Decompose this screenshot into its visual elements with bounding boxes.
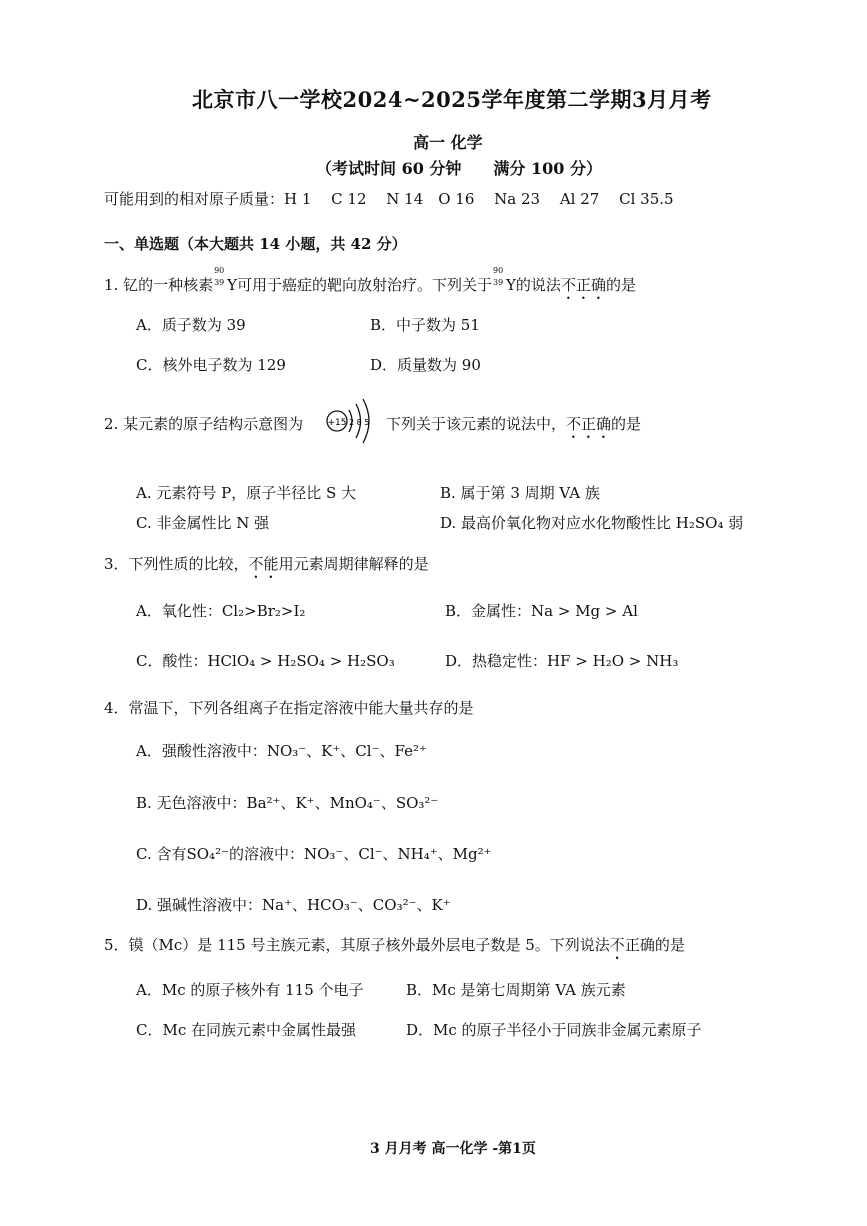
q4-option-d: D. 强碱性溶液中：Na⁺、HCO₃⁻、CO₃²⁻、K⁺	[136, 896, 451, 914]
page-footer: 3 月月考 高一化学 -第1页	[370, 1141, 536, 1157]
q5-option-b: B．Mc 是第七周期第 VA 族元素	[406, 981, 626, 999]
q3-option-a: A．氧化性：Cl₂>Br₂>I₂	[136, 602, 306, 620]
exam-title: 北京市八一学校2024~2025学年度第二学期3月月考	[192, 87, 712, 112]
question-4-stem: 4．常温下，下列各组离子在指定溶液中能大量共存的是	[104, 699, 474, 717]
q2-option-b: B. 属于第 3 周期 VA 族	[440, 484, 600, 502]
q4-option-c: C. 含有SO₄²⁻的溶液中：NO₃⁻、Cl⁻、NH₄⁺、Mg²⁺	[136, 845, 492, 863]
emphasis-text: 不正确	[560, 276, 606, 294]
nucleus-label: +15	[327, 418, 347, 428]
isotope-notation: 90 39	[493, 266, 504, 287]
q1-option-a: A．质子数为 39	[136, 316, 246, 334]
q2-option-d: D. 最高价氧化物对应水化物酸性比 H₂SO₄ 弱	[440, 514, 744, 532]
question-2-stem-pre: 2. 某元素的原子结构示意图为	[104, 415, 304, 433]
section-heading: 一、单选题（本大题共 14 小题，共 42 分）	[104, 235, 407, 253]
q3-option-d: D．热稳定性：HF > H₂O > NH₃	[445, 652, 679, 670]
q5-option-c: C．Mc 在同族元素中金属性最强	[136, 1021, 357, 1039]
atomic-masses: 可能用到的相对原子质量：H 1 C 12 N 14 O 16 Na 23 Al 27 Cl 35.5	[104, 190, 674, 208]
question-2-stem-post: 下列关于该元素的说法中， 不正确 的是	[386, 413, 641, 442]
question-3-stem: 3．下列性质的比较， 不能 用元素周期律解释的是	[104, 553, 429, 582]
q1-option-b: B．中子数为 51	[370, 316, 480, 334]
question-5-stem: 5．镆（Mc）是 115 号主族元素，其原子核外最外层电子数是 5。下列说法 不 正确的是	[104, 934, 685, 963]
q4-option-a: A．强酸性溶液中：NO₃⁻、K⁺、Cl⁻、Fe²⁺	[136, 742, 427, 760]
subject-title: 高一 化学	[413, 133, 483, 152]
shell-electrons: 2 8 5	[349, 418, 370, 427]
emphasis-text: 不	[609, 936, 625, 954]
emphasis-text: 不能	[248, 555, 279, 573]
q3-option-c: C．酸性：HClO₄ > H₂SO₄ > H₂SO₃	[136, 652, 395, 670]
q1-option-d: D．质量数为 90	[370, 356, 481, 374]
q5-option-a: A．Mc 的原子核外有 115 个电子	[136, 981, 364, 999]
atom-structure-diagram	[323, 398, 379, 444]
q2-option-c: C. 非金属性比 N 强	[136, 514, 270, 532]
q3-option-b: B．金属性：Na > Mg > Al	[445, 602, 638, 620]
q2-option-a: A. 元素符号 P，原子半径比 S 大	[136, 484, 357, 502]
emphasis-text: 不正确	[566, 415, 612, 433]
q5-option-d: D．Mc 的原子半径小于同族非金属元素原子	[406, 1021, 702, 1039]
isotope-notation: 90 39	[214, 266, 225, 287]
q4-option-b: B. 无色溶液中：Ba²⁺、K⁺、MnO₄⁻、SO₃²⁻	[136, 794, 439, 812]
question-1-stem: 1. 钇的一种核素 90 39 Y 可用于癌症的靶向放射治疗。下列关于 90 39 Y 的说法 不正确 的是	[104, 272, 636, 303]
exam-info: （考试时间 60 分钟 满分 100 分）	[316, 159, 602, 178]
q1-option-c: C．核外电子数为 129	[136, 356, 286, 374]
